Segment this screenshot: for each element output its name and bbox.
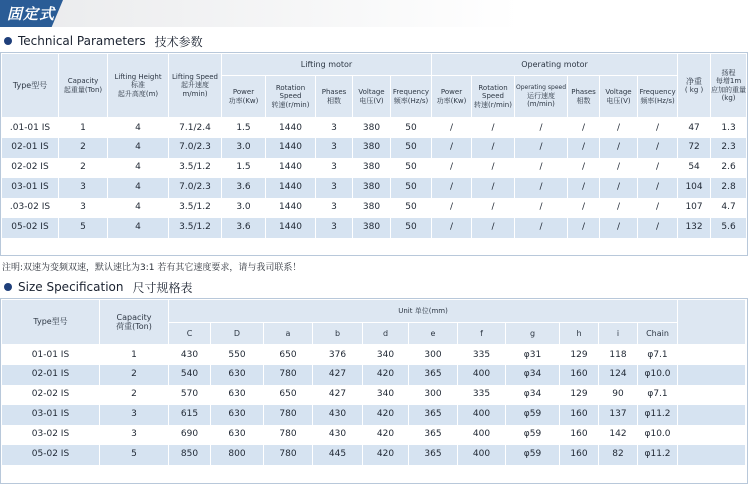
header-extra-zh2: 每增1m bbox=[715, 77, 742, 86]
size-cell-e: 365 bbox=[409, 425, 458, 445]
cell-weight: 132 bbox=[678, 218, 711, 238]
header-lifting-height bbox=[108, 54, 169, 118]
cell-l-freq: 50 bbox=[391, 198, 432, 218]
header-o-power-en: Power bbox=[440, 88, 463, 97]
size-cell-c: 850 bbox=[169, 445, 211, 465]
size-cell-c: 615 bbox=[169, 405, 211, 425]
cell-o-phase: / bbox=[568, 118, 600, 138]
size-cell-f: 400 bbox=[458, 445, 506, 465]
size-cell-d: 420 bbox=[363, 445, 409, 465]
size-cell-e: 300 bbox=[409, 385, 458, 405]
cell-o-volt: / bbox=[600, 198, 638, 218]
size-cell-i: 142 bbox=[599, 425, 638, 445]
cell-l-freq: 50 bbox=[391, 158, 432, 178]
size-cell-d: 800 bbox=[211, 445, 264, 465]
size-cell-type: 02-01 IS bbox=[2, 365, 100, 385]
size-cell-e: 300 bbox=[409, 345, 458, 365]
cell-o-volt: / bbox=[600, 118, 638, 138]
size-cell-a: 780 bbox=[264, 365, 313, 385]
cell-o-volt: / bbox=[600, 218, 638, 238]
size-header-capacity-en: Capacity bbox=[116, 312, 152, 322]
header-weight-zh: 净重 bbox=[686, 76, 703, 86]
size-cell-a: 780 bbox=[264, 425, 313, 445]
size-cell-chain: φ11.2 bbox=[638, 445, 678, 465]
header-o-volt-zh: 电压(V) bbox=[606, 96, 631, 105]
header-capacity-zh: 起重量(Ton) bbox=[63, 85, 103, 94]
header-weight-unit: ( kg ) bbox=[684, 86, 704, 95]
size-header-blank bbox=[678, 300, 746, 345]
size-cell-blank bbox=[678, 385, 746, 405]
size-cell-b: 427 bbox=[313, 385, 363, 405]
header-o-rotation bbox=[472, 76, 515, 118]
cell-o-speed: / bbox=[515, 218, 568, 238]
cell-extra: 2.8 bbox=[711, 178, 747, 198]
header-l-rot-en2: Speed bbox=[279, 92, 302, 101]
size-table bbox=[1, 299, 746, 483]
cell-l-phase: 3 bbox=[316, 218, 353, 238]
cell-l-power: 3.0 bbox=[222, 198, 266, 218]
size-header-col: b bbox=[313, 323, 363, 345]
cell-l-rot: 1440 bbox=[266, 198, 316, 218]
cell-l-freq: 50 bbox=[391, 218, 432, 238]
table-row bbox=[2, 178, 747, 198]
header-o-frequency bbox=[638, 76, 678, 118]
size-cell-d: 630 bbox=[211, 405, 264, 425]
cell-l-rot: 1440 bbox=[266, 218, 316, 238]
cell-speed: 3.5/1.2 bbox=[169, 158, 222, 178]
cell-type: 03-01 IS bbox=[2, 178, 59, 198]
size-heading-en: Size Specification bbox=[18, 280, 124, 294]
size-cell-capacity: 3 bbox=[100, 425, 169, 445]
size-cell-g: φ59 bbox=[506, 405, 560, 425]
header-height-zh2: 起升高度(m) bbox=[117, 89, 159, 98]
table-row bbox=[2, 425, 746, 445]
header-l-frequency bbox=[391, 76, 432, 118]
size-cell-capacity: 1 bbox=[100, 345, 169, 365]
size-cell-i: 118 bbox=[599, 345, 638, 365]
header-o-opspeed-zh1: 运行速度 bbox=[527, 91, 555, 100]
header-l-power bbox=[222, 76, 266, 118]
size-cell-d: 340 bbox=[363, 385, 409, 405]
header-capacity bbox=[59, 54, 108, 118]
header-l-power-zh: 功率(Kw) bbox=[228, 96, 259, 105]
cell-l-rot: 1440 bbox=[266, 158, 316, 178]
table-row bbox=[2, 445, 746, 465]
cell-l-phase: 3 bbox=[316, 198, 353, 218]
size-heading-zh: 尺寸规格表 bbox=[132, 280, 193, 295]
cell-o-volt: / bbox=[600, 178, 638, 198]
size-cell-blank bbox=[678, 425, 746, 445]
size-cell-blank bbox=[678, 365, 746, 385]
technical-heading-en: Technical Parameters bbox=[18, 34, 146, 48]
table-padding bbox=[2, 465, 746, 483]
size-cell-chain: φ7.1 bbox=[638, 385, 678, 405]
size-cell-blank bbox=[678, 445, 746, 465]
table-row bbox=[2, 405, 746, 425]
size-header-col: a bbox=[264, 323, 313, 345]
header-o-voltage bbox=[600, 76, 638, 118]
cell-o-rot: / bbox=[472, 118, 515, 138]
header-o-volt-en: Voltage bbox=[605, 88, 632, 97]
header-l-phase-en: Phases bbox=[321, 88, 347, 97]
cell-o-rot: / bbox=[472, 138, 515, 158]
cell-capacity: 1 bbox=[59, 118, 108, 138]
bullet-icon bbox=[4, 37, 12, 45]
cell-o-phase: / bbox=[568, 198, 600, 218]
cell-speed: 7.0/2.3 bbox=[169, 138, 222, 158]
cell-o-speed: / bbox=[515, 118, 568, 138]
technical-heading-zh: 技术参数 bbox=[154, 34, 203, 49]
table-row bbox=[2, 198, 747, 218]
table-row bbox=[2, 218, 747, 238]
header-height-zh1: 标准 bbox=[131, 81, 145, 90]
size-cell-i: 90 bbox=[599, 385, 638, 405]
size-cell-g: φ34 bbox=[506, 385, 560, 405]
cell-weight: 54 bbox=[678, 158, 711, 178]
header-o-power bbox=[432, 76, 472, 118]
size-cell-capacity: 3 bbox=[100, 405, 169, 425]
size-cell-c: 570 bbox=[169, 385, 211, 405]
header-operating-motor: Operating motor bbox=[432, 54, 678, 76]
header-l-volt-en: Voltage bbox=[358, 88, 385, 97]
header-o-freq-en: Frequency bbox=[639, 88, 676, 97]
size-header-col: Chain bbox=[638, 323, 678, 345]
cell-weight: 72 bbox=[678, 138, 711, 158]
size-cell-h: 160 bbox=[560, 445, 599, 465]
cell-extra: 2.3 bbox=[711, 138, 747, 158]
cell-type: 02-02 IS bbox=[2, 158, 59, 178]
cell-l-power: 3.6 bbox=[222, 218, 266, 238]
cell-l-volt: 380 bbox=[353, 118, 391, 138]
size-header-col: D bbox=[211, 323, 264, 345]
size-cell-f: 400 bbox=[458, 425, 506, 445]
size-cell-a: 780 bbox=[264, 405, 313, 425]
size-cell-type: 05-02 IS bbox=[2, 445, 100, 465]
size-cell-b: 427 bbox=[313, 365, 363, 385]
cell-l-volt: 380 bbox=[353, 138, 391, 158]
size-cell-d: 340 bbox=[363, 345, 409, 365]
header-extra-zh4: (kg) bbox=[721, 93, 736, 102]
cell-l-volt: 380 bbox=[353, 218, 391, 238]
bullet-icon bbox=[4, 283, 12, 291]
size-header-col: f bbox=[458, 323, 506, 345]
header-o-phase-en: Phases bbox=[571, 88, 596, 97]
size-header-col: h bbox=[560, 323, 599, 345]
size-cell-b: 445 bbox=[313, 445, 363, 465]
cell-o-volt: / bbox=[600, 138, 638, 158]
header-extra-zh3: 应加的重量 bbox=[711, 85, 747, 94]
header-extra-zh1: 扬程 bbox=[721, 69, 736, 78]
header-speed-zh: 起升速度 bbox=[181, 81, 209, 90]
table-row bbox=[2, 158, 747, 178]
cell-o-freq: / bbox=[638, 198, 678, 218]
header-speed-unit: m/min) bbox=[182, 89, 208, 98]
size-cell-g: φ31 bbox=[506, 345, 560, 365]
cell-speed: 3.5/1.2 bbox=[169, 218, 222, 238]
cell-height: 4 bbox=[108, 138, 169, 158]
cell-l-freq: 50 bbox=[391, 138, 432, 158]
table-row bbox=[2, 365, 746, 385]
size-header-type: Type型号 bbox=[2, 300, 100, 345]
header-l-power-en: Power bbox=[232, 88, 255, 97]
cell-o-phase: / bbox=[568, 178, 600, 198]
cell-o-power: / bbox=[432, 198, 472, 218]
size-cell-h: 160 bbox=[560, 425, 599, 445]
cell-o-speed: / bbox=[515, 158, 568, 178]
size-cell-d: 550 bbox=[211, 345, 264, 365]
cell-l-freq: 50 bbox=[391, 118, 432, 138]
cell-o-volt: / bbox=[600, 158, 638, 178]
cell-o-power: / bbox=[432, 138, 472, 158]
header-lifting-speed bbox=[169, 54, 222, 118]
size-header-capacity bbox=[100, 300, 169, 345]
cell-height: 4 bbox=[108, 198, 169, 218]
cell-o-speed: / bbox=[515, 198, 568, 218]
table-padding bbox=[2, 238, 747, 254]
size-header-col: d bbox=[363, 323, 409, 345]
size-cell-chain: φ7.1 bbox=[638, 345, 678, 365]
header-extra-weight bbox=[711, 54, 747, 118]
cell-extra: 1.3 bbox=[711, 118, 747, 138]
size-cell-a: 650 bbox=[264, 385, 313, 405]
cell-l-rot: 1440 bbox=[266, 138, 316, 158]
size-cell-h: 129 bbox=[560, 345, 599, 365]
size-cell-f: 400 bbox=[458, 365, 506, 385]
header-o-freq-zh: 频率(Hz/s) bbox=[640, 96, 675, 105]
size-cell-e: 365 bbox=[409, 445, 458, 465]
header-o-phases bbox=[568, 76, 600, 118]
size-cell-d: 630 bbox=[211, 385, 264, 405]
size-header-unit: Unit 单位(mm) bbox=[169, 300, 678, 323]
size-cell-f: 335 bbox=[458, 385, 506, 405]
size-cell-g: φ34 bbox=[506, 365, 560, 385]
size-cell-e: 365 bbox=[409, 365, 458, 385]
size-cell-c: 430 bbox=[169, 345, 211, 365]
size-cell-a: 780 bbox=[264, 445, 313, 465]
cell-extra: 4.7 bbox=[711, 198, 747, 218]
cell-o-freq: / bbox=[638, 158, 678, 178]
header-o-rot-en2: Speed bbox=[482, 92, 504, 101]
header-capacity-en: Capacity bbox=[67, 77, 99, 86]
cell-o-phase: / bbox=[568, 218, 600, 238]
technical-table bbox=[1, 53, 747, 254]
size-cell-f: 335 bbox=[458, 345, 506, 365]
size-cell-type: 03-02 IS bbox=[2, 425, 100, 445]
header-o-power-zh: 功率(Kw) bbox=[436, 96, 467, 105]
cell-o-rot: / bbox=[472, 198, 515, 218]
header-net-weight bbox=[678, 54, 711, 118]
cell-o-speed: / bbox=[515, 178, 568, 198]
cell-l-power: 1.5 bbox=[222, 118, 266, 138]
header-l-phase-zh: 相数 bbox=[327, 96, 341, 105]
size-cell-d: 420 bbox=[363, 425, 409, 445]
size-header-col: C bbox=[169, 323, 211, 345]
cell-o-phase: / bbox=[568, 158, 600, 178]
cell-l-rot: 1440 bbox=[266, 118, 316, 138]
header-o-operating-speed bbox=[515, 76, 568, 118]
size-cell-g: φ59 bbox=[506, 425, 560, 445]
cell-extra: 5.6 bbox=[711, 218, 747, 238]
size-cell-h: 160 bbox=[560, 365, 599, 385]
size-cell-capacity: 5 bbox=[100, 445, 169, 465]
size-cell-e: 365 bbox=[409, 405, 458, 425]
header-speed-en: Lifting Speed bbox=[172, 73, 218, 82]
header-l-freq-zh: 频率(Hz/s) bbox=[393, 96, 429, 105]
size-cell-i: 124 bbox=[599, 365, 638, 385]
header-lifting-motor: Lifting motor bbox=[222, 54, 432, 76]
cell-height: 4 bbox=[108, 218, 169, 238]
size-cell-chain: φ10.0 bbox=[638, 425, 678, 445]
cell-o-freq: / bbox=[638, 178, 678, 198]
cell-o-power: / bbox=[432, 118, 472, 138]
cell-o-rot: / bbox=[472, 218, 515, 238]
size-cell-blank bbox=[678, 345, 746, 365]
size-cell-type: 03-01 IS bbox=[2, 405, 100, 425]
cell-o-power: / bbox=[432, 178, 472, 198]
cell-speed: 7.0/2.3 bbox=[169, 178, 222, 198]
size-heading bbox=[4, 279, 193, 295]
table-row bbox=[2, 385, 746, 405]
size-cell-b: 430 bbox=[313, 425, 363, 445]
technical-heading bbox=[4, 33, 203, 49]
size-cell-i: 82 bbox=[599, 445, 638, 465]
cell-weight: 47 bbox=[678, 118, 711, 138]
cell-o-freq: / bbox=[638, 138, 678, 158]
header-o-rot-en1: Rotation bbox=[478, 84, 508, 93]
cell-l-rot: 1440 bbox=[266, 178, 316, 198]
cell-o-power: / bbox=[432, 158, 472, 178]
size-cell-g: φ59 bbox=[506, 445, 560, 465]
header-l-rotation bbox=[266, 76, 316, 118]
size-cell-f: 400 bbox=[458, 405, 506, 425]
cell-l-phase: 3 bbox=[316, 138, 353, 158]
cell-weight: 107 bbox=[678, 198, 711, 218]
header-l-freq-en: Frequency bbox=[392, 88, 430, 97]
size-cell-d: 420 bbox=[363, 405, 409, 425]
cell-l-power: 3.6 bbox=[222, 178, 266, 198]
cell-l-phase: 3 bbox=[316, 118, 353, 138]
header-l-phases bbox=[316, 76, 353, 118]
banner-title: 固定式 bbox=[7, 5, 56, 23]
header-l-volt-zh: 电压(V) bbox=[359, 96, 384, 105]
cell-extra: 2.6 bbox=[711, 158, 747, 178]
cell-type: 05-02 IS bbox=[2, 218, 59, 238]
size-cell-d: 630 bbox=[211, 425, 264, 445]
header-o-opspeed-zh2: (m/min) bbox=[527, 99, 555, 108]
size-cell-chain: φ10.0 bbox=[638, 365, 678, 385]
size-header-col: i bbox=[599, 323, 638, 345]
header-o-opspeed-en: Operating speed bbox=[515, 84, 567, 91]
size-cell-a: 650 bbox=[264, 345, 313, 365]
cell-o-freq: / bbox=[638, 218, 678, 238]
cell-o-phase: / bbox=[568, 138, 600, 158]
cell-o-freq: / bbox=[638, 118, 678, 138]
cell-l-phase: 3 bbox=[316, 178, 353, 198]
size-cell-b: 430 bbox=[313, 405, 363, 425]
cell-l-power: 3.0 bbox=[222, 138, 266, 158]
cell-o-rot: / bbox=[472, 178, 515, 198]
cell-height: 4 bbox=[108, 178, 169, 198]
cell-o-rot: / bbox=[472, 158, 515, 178]
cell-height: 4 bbox=[108, 158, 169, 178]
size-cell-capacity: 2 bbox=[100, 385, 169, 405]
header-type: Type型号 bbox=[2, 54, 59, 118]
size-cell-h: 129 bbox=[560, 385, 599, 405]
cell-capacity: 5 bbox=[59, 218, 108, 238]
note-text: 注明:双速为变频双速，默认速比为3:1 若有其它速度要求，请与我司联系！ bbox=[2, 263, 302, 273]
header-l-rot-zh: 转速(r/min) bbox=[271, 100, 310, 109]
cell-l-volt: 380 bbox=[353, 198, 391, 218]
size-cell-c: 690 bbox=[169, 425, 211, 445]
size-cell-type: 01-01 IS bbox=[2, 345, 100, 365]
size-cell-capacity: 2 bbox=[100, 365, 169, 385]
cell-capacity: 2 bbox=[59, 138, 108, 158]
table-row bbox=[2, 138, 747, 158]
size-cell-h: 160 bbox=[560, 405, 599, 425]
cell-capacity: 2 bbox=[59, 158, 108, 178]
cell-l-volt: 380 bbox=[353, 158, 391, 178]
table-row bbox=[2, 345, 746, 365]
size-cell-b: 376 bbox=[313, 345, 363, 365]
size-cell-d: 630 bbox=[211, 365, 264, 385]
cell-l-freq: 50 bbox=[391, 178, 432, 198]
size-cell-blank bbox=[678, 405, 746, 425]
cell-type: 02-01 IS bbox=[2, 138, 59, 158]
header-height-en: Lifting Height bbox=[114, 73, 162, 82]
size-cell-chain: φ11.2 bbox=[638, 405, 678, 425]
size-cell-i: 137 bbox=[599, 405, 638, 425]
cell-capacity: 3 bbox=[59, 198, 108, 218]
cell-o-speed: / bbox=[515, 138, 568, 158]
header-o-rot-zh: 转速(r/min) bbox=[474, 100, 512, 109]
size-header-col: g bbox=[506, 323, 560, 345]
cell-speed: 7.1/2.4 bbox=[169, 118, 222, 138]
header-l-rot-en1: Rotation bbox=[275, 84, 306, 93]
size-header-capacity-zh: 荷重(Ton) bbox=[116, 322, 152, 331]
cell-capacity: 3 bbox=[59, 178, 108, 198]
cell-l-power: 1.5 bbox=[222, 158, 266, 178]
size-header-col: e bbox=[409, 323, 458, 345]
cell-height: 4 bbox=[108, 118, 169, 138]
size-cell-c: 540 bbox=[169, 365, 211, 385]
size-cell-d: 420 bbox=[363, 365, 409, 385]
cell-type: .01-01 IS bbox=[2, 118, 59, 138]
cell-l-volt: 380 bbox=[353, 178, 391, 198]
size-cell-type: 02-02 IS bbox=[2, 385, 100, 405]
cell-type: .03-02 IS bbox=[2, 198, 59, 218]
header-o-phase-zh: 相数 bbox=[576, 96, 591, 105]
header-l-voltage bbox=[353, 76, 391, 118]
table-row bbox=[2, 118, 747, 138]
cell-l-phase: 3 bbox=[316, 158, 353, 178]
cell-speed: 3.5/1.2 bbox=[169, 198, 222, 218]
cell-o-power: / bbox=[432, 218, 472, 238]
page-banner bbox=[0, 0, 750, 27]
cell-weight: 104 bbox=[678, 178, 711, 198]
